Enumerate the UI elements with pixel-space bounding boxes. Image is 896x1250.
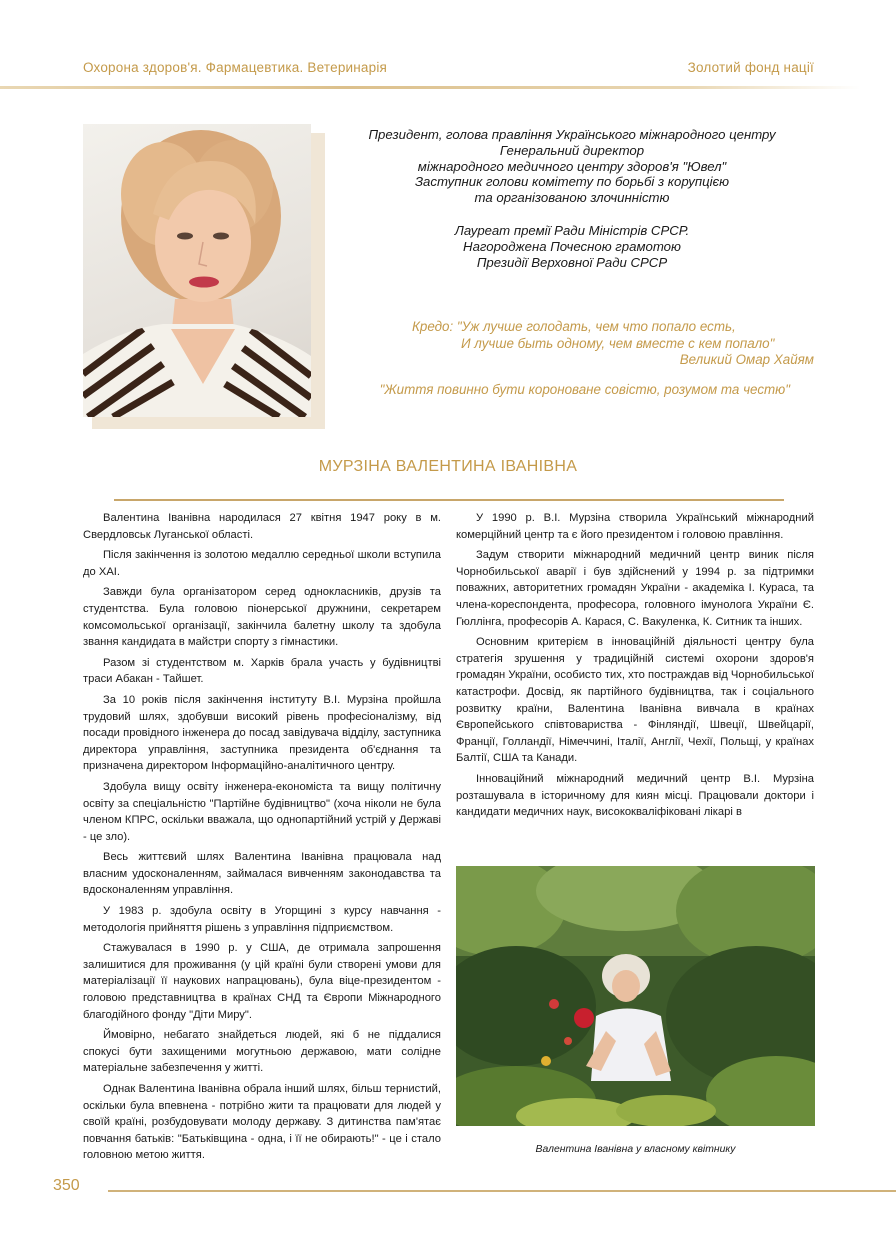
paragraph: Разом зі студентством м. Харків брала участь у будівництві траси Абакан - Тайшет. bbox=[83, 656, 441, 686]
paragraph: Весь життєвий шлях Валентина Іванівна працювала над власним удосконаленням, займалася вивченням законодавства та вдосконаленням управління. bbox=[83, 851, 441, 897]
paragraph: Інноваційний міжнародний медичний центр В.І. Мурзіна розташувала в історичному для киян місці. Працювали доктори і кандидати медичних наук, висококваліфіковані лікарі в bbox=[456, 772, 814, 819]
credo-quote bbox=[330, 319, 814, 369]
person-name-heading: МУРЗІНА ВАЛЕНТИНА ІВАНІВНА bbox=[318, 458, 578, 475]
paragraph: Після закінчення із золотою медаллю середньої школи вступила до ХАІ. bbox=[83, 549, 441, 578]
paragraph: Стажувалася в 1990 р. у США, де отримала запрошення залишитися для проживання (у цій країні були створені умови для матеріалізації її наукових напрацювань), була віце-президентом - головою представництва в країнах СНД та Європи Міжнародного благодійного фонду "Діти Миру". bbox=[83, 942, 441, 1021]
motto-quote: "Життя повинно бути короноване совістю, розумом та честю" bbox=[379, 382, 790, 397]
paragraph: У 1990 р. В.І. Мурзіна створила Український міжнародний комерційний центр та є його президентом і головою правління. bbox=[456, 512, 814, 541]
left-text-column bbox=[83, 510, 441, 1168]
title-line: та організованою злочинністю bbox=[474, 190, 670, 206]
paragraph: Основним критерієм в інноваційній діяльності центру була стратегія зрушення у традиційній системі охорони здоров'я громадян України, особисто тих, хто постраждав від Чорнобильської катастрофи. Досвід, як партійного будівництва, так і соціального розвитку країни, Валентина Іванівна вивчала в країнах Європейського співтовариства - Фінляндії, Швеції, Швейцарії, Франції, Голландії, Німеччині, Італії, Англії, Чехії, Польщі, у країнах Балтії, США та Канади. bbox=[456, 636, 814, 765]
paragraph: Задум створити міжнародний медичний центр виник після Чорнобильської аварії і був здійснений у 1994 р. за підтримки поважних, авторитетних громадян України - академіка І. Кураса, та члена-кореспондента, професора, головного імунолога України Є. Гюллінга, професорів А. Карася, С. Вакуленка, К. Ситник та інших. bbox=[456, 549, 814, 628]
award-line: Лауреат премії Ради Міністрів СРСР. bbox=[454, 222, 690, 238]
paragraph: Здобула вищу освіту інженера-економіста та вищу політичну освіту за спеціальністю "Партійне будівництво" (хоча ніколи не була членом КПРС, оскільки вважала, що однопартійний устрій у Державі - це зло). bbox=[83, 780, 441, 843]
paragraph: За 10 років після закінчення інституту В.І. Мурзіна пройшла трудовий шлях, здобувши високий рівень професіоналізму, від посади провідного інженера до посад завідувача відділу, заступника директора управління, заступника президента об'єднання та призначена директором Інформаційно-аналітичного центру. bbox=[83, 693, 441, 773]
name-rule bbox=[114, 499, 784, 501]
paragraph: У 1983 р. здобула освіту в Угорщині з курсу навчання - методологія прийняття рішень з управління підприємством. bbox=[83, 905, 441, 934]
paragraph: Валентина Іванівна народилася 27 квітня 1947 року в м. Свердловськ Луганської області. bbox=[83, 512, 441, 541]
title-line: Заступник голови комітету по борьбі з корупцією bbox=[414, 174, 730, 190]
credo-line-2: И лучше быть одному, чем вместе с кем попало" bbox=[461, 335, 775, 351]
title-line: Президент, голова правління Українського міжнародного центру bbox=[368, 127, 776, 142]
series-title: Золотий фонд нації bbox=[687, 60, 814, 75]
photo-caption: Валентина Іванівна у власному квітнику bbox=[535, 1144, 736, 1155]
paragraph: Ймовірно, небагато знайдеться людей, які б не піддалися спокусі бути захищеними могутньою державою, мати солідне матеріальне забезпечення у житті. bbox=[83, 1029, 441, 1075]
title-line: міжнародного медичного центру здоров'я "Ювел" bbox=[417, 158, 727, 174]
position-titles bbox=[330, 127, 814, 270]
title-line: Генеральний директор bbox=[499, 142, 645, 158]
footer-rule bbox=[108, 1190, 896, 1192]
section-title: Охорона здоров'я. Фармацевтика. Ветеринарія bbox=[83, 60, 388, 75]
right-text-column bbox=[456, 510, 814, 825]
header-rule bbox=[0, 86, 860, 89]
paragraph: Однак Валентина Іванівна обрала інший шлях, більш тернистий, оскільки була впевнена - потрібно жити та працювати для людей у своїй країні, розбудовувати молоду державу. З дитинства пам'ятає повчання батьків: "Батьківщина - одна, і її не обирають!" - це і стало головною метою життя. bbox=[83, 1083, 441, 1162]
page-number: 350 bbox=[53, 1177, 80, 1194]
credo-author: Великий Омар Хайям bbox=[679, 352, 814, 367]
paragraph: Завжди була організатором серед однокласників, друзів та студентства. Була головою піонерської дружнини, секретарем комсомольської організації, закінчила балетну школу та здобула звання кандидата в майстри спорту з гімнастики. bbox=[83, 586, 441, 649]
award-line: Президії Верховної Ради СРСР bbox=[476, 254, 668, 270]
garden-photo bbox=[456, 866, 815, 1126]
credo-line-1: Кредо: "Уж лучше голодать, чем что попало есть, bbox=[412, 319, 736, 334]
award-line: Нагороджена Почесною грамотою bbox=[463, 238, 681, 254]
portrait-photo bbox=[83, 124, 311, 417]
